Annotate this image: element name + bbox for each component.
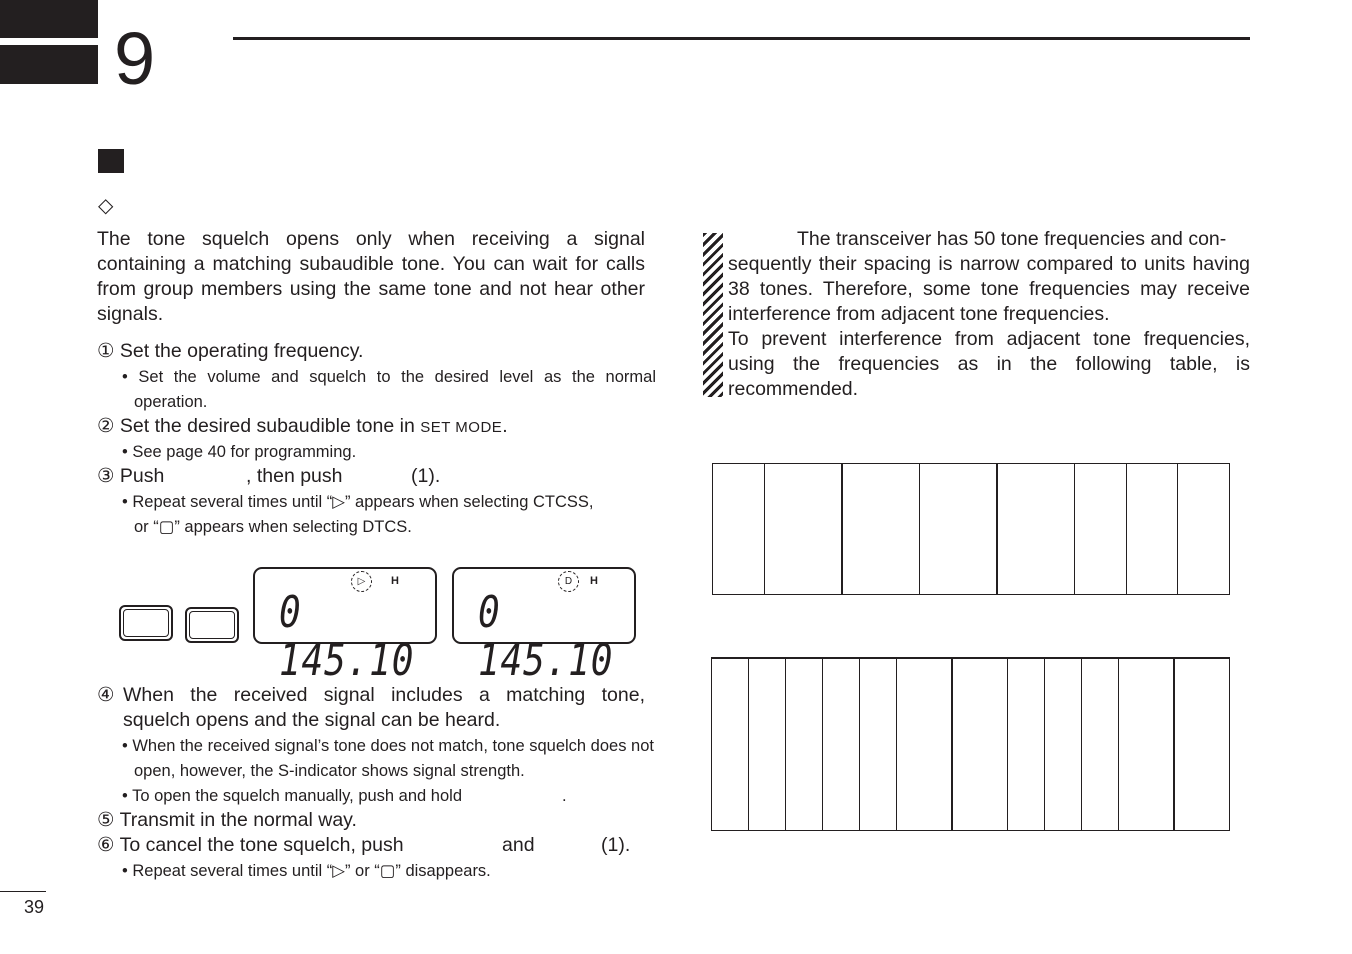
table-cell <box>786 658 823 831</box>
table-cell <box>919 464 997 595</box>
table-cell <box>997 464 1075 595</box>
table-cell <box>1178 464 1230 595</box>
step-marker: ⑤ <box>97 809 115 831</box>
step-2: ② Set the desired subaudible tone in SET MODE. <box>97 415 508 437</box>
step-4-note-a: • When the received signal’s tone does not match, tone squelch does not open, however, the S-indicator shows signal strength. <box>122 737 654 780</box>
lcd-frequency: 0 145.10 <box>279 587 415 686</box>
step-4-line2: squelch opens and the signal can be heard. <box>123 709 501 731</box>
step-marker: ① <box>97 340 115 362</box>
step-4-note-b-end: . <box>562 787 567 805</box>
note-line1: The transceiver has 50 tone frequencies and con- <box>797 228 1227 250</box>
table-cell <box>1126 464 1178 595</box>
lcd-display-ctcss <box>253 567 437 686</box>
table-cell <box>1174 658 1230 831</box>
table-cell <box>1082 658 1119 831</box>
note-paragraph-2: To prevent interference from adjacent tone frequencies, using the frequencies as in the following table, is recommended. <box>728 328 1250 400</box>
step-2-note: • See page 40 for programming. <box>122 443 357 461</box>
step-4-line1: When the received signal includes a matching tone, <box>123 684 645 706</box>
table-cell <box>713 464 765 595</box>
lcd-h-mark: H <box>590 575 598 587</box>
lcd-h-mark: H <box>391 575 399 587</box>
table-cell <box>749 658 786 831</box>
step-6 <box>97 833 404 858</box>
dtcs-indicator-icon: D <box>558 571 579 592</box>
note-paragraph-1: sequently their spacing is narrow compared to units having 38 tones. Therefore, some tone frequencies may receive interference from adjacent tone frequencies. <box>728 253 1250 325</box>
step-text: Set the operating frequency. <box>119 340 364 362</box>
intro-paragraph: The tone squelch opens only when receiving a signal containing a matching subaudible tone. You can wait for calls from group members using the same tone and not hear other signals. <box>97 228 645 325</box>
set-mode-label: SET MODE <box>420 419 503 436</box>
tone-frequency-table-ctcss <box>712 463 1230 595</box>
number-key-icon <box>185 607 239 643</box>
ctcss-indicator-icon: ▷ <box>351 571 372 592</box>
step-marker: ④ <box>97 684 115 706</box>
table-cell <box>823 658 860 831</box>
table-cell <box>1008 658 1045 831</box>
tone-frequency-table-dtcs <box>711 657 1230 831</box>
table-cell <box>860 658 897 831</box>
table-cell <box>952 658 1008 831</box>
step-4-note-b: • To open the squelch manually, push and hold <box>122 787 462 805</box>
table-cell <box>764 464 842 595</box>
step-3-note-line1: • Repeat several times until “▷” appears when selecting CTCSS, <box>122 493 594 511</box>
page-number-rule <box>0 891 46 892</box>
lcd-frequency: 0 145.10 <box>478 587 614 686</box>
function-key-icon <box>119 605 173 641</box>
table-cell <box>1045 658 1082 831</box>
step-3-note-line2: or “▢” appears when selecting DTCS. <box>134 518 412 536</box>
step-text: Set the desired subaudible tone in <box>119 415 415 437</box>
step-3 <box>97 464 645 489</box>
lcd-display-dtcs <box>452 567 636 686</box>
step-6-and: and <box>502 834 535 856</box>
header-rule <box>233 37 1250 40</box>
page-number: 39 <box>24 897 45 917</box>
step-marker: ② <box>97 415 115 437</box>
table-cell <box>1119 658 1175 831</box>
step-marker: ⑥ <box>97 834 115 856</box>
chapter-number: 9 <box>114 17 156 100</box>
table-cell <box>842 464 920 595</box>
step-1 <box>97 339 645 364</box>
step-1-note: • Set the volume and squelch to the desired level as the normal operation. <box>122 368 656 411</box>
step-6-note: • Repeat several times until “▷” or “▢” disappears. <box>122 862 491 880</box>
section-square-icon <box>98 149 124 173</box>
step-3-key-number: (1). <box>411 465 441 487</box>
chapter-tab-lower <box>0 45 98 84</box>
step-text: Transmit in the normal way. <box>119 809 357 831</box>
step-6-key-number: (1). <box>601 834 631 856</box>
step-text-push: Push <box>119 465 165 487</box>
step-text: To cancel the tone squelch, push <box>119 834 404 856</box>
chapter-tab-upper <box>0 0 98 38</box>
table-cell <box>897 658 953 831</box>
caution-hatch-bar <box>703 233 723 397</box>
step-marker: ③ <box>97 465 115 487</box>
subsection-diamond-icon: ◇ <box>98 195 114 217</box>
step-3-then-push: , then push <box>246 465 343 487</box>
step-5 <box>97 808 645 833</box>
table-cell <box>1074 464 1126 595</box>
table-cell <box>712 658 749 831</box>
